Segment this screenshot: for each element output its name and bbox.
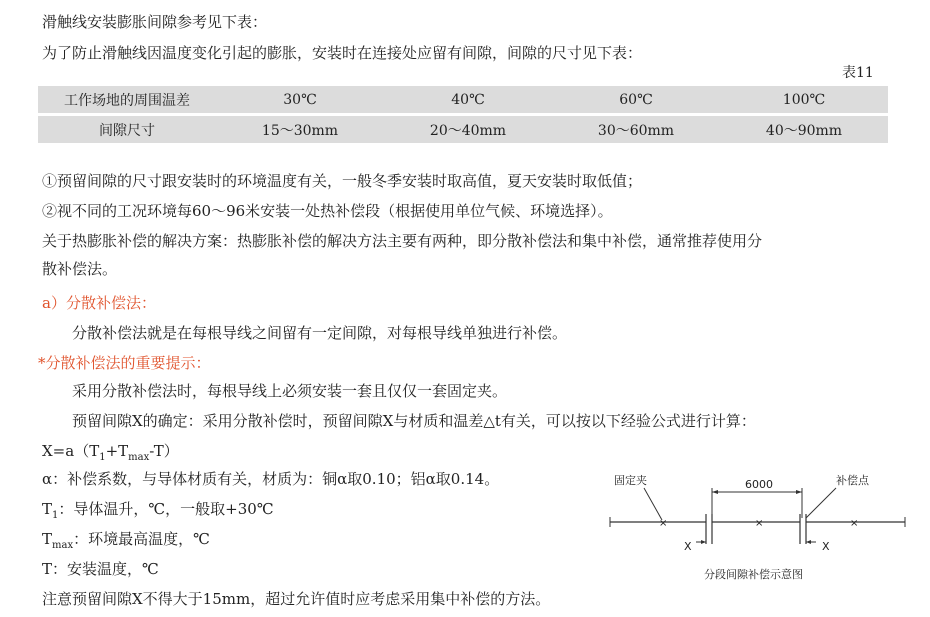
t1-sub: 1 <box>52 510 59 521</box>
table-row <box>38 115 888 145</box>
formula-prefix: X=a（T <box>42 442 100 460</box>
gap-arrow-right <box>806 540 811 544</box>
dimension-value: 6000 <box>745 478 773 491</box>
gap-label-left: X <box>684 540 692 553</box>
def-t: T：安装温度，℃ <box>42 560 159 578</box>
tmax-text: ：环境最高温度，℃ <box>73 530 210 548</box>
diagram-caption: 分段间隙补偿示意图 <box>704 568 803 581</box>
table-cell: 20～40mm <box>384 115 552 145</box>
clamp-marker: × <box>850 518 859 529</box>
clamp-leader-line <box>644 488 662 520</box>
clamp-marker: × <box>755 518 764 529</box>
gap-compensation-diagram <box>600 470 915 590</box>
gap-arrow-left <box>701 540 706 544</box>
heading: 滑触线安装膨胀间隙参考见下表： <box>42 13 268 31</box>
def-tmax <box>42 528 210 557</box>
comp-leader-line <box>806 488 836 518</box>
notice: 注意预留间隙X不得大于15mm，超过允许值时应考虑采用集中补偿的方法。 <box>42 590 551 608</box>
formula-suffix: -T） <box>149 442 179 460</box>
table-row-header: 间隙尺寸 <box>38 115 216 145</box>
note-3-line-1: 关于热膨胀补偿的解决方案：热膨胀补偿的解决方法主要有两种，即分散补偿法和集中补偿，通常推荐使用分 <box>42 232 763 250</box>
table-cell: 40℃ <box>384 86 552 115</box>
formula-sub-1: 1 <box>99 452 106 463</box>
def-alpha: α：补偿系数，与导体材质有关，材质为：铜α取0.10；铝α取0.14。 <box>42 470 500 488</box>
label-compensation-point: 补偿点 <box>836 474 869 487</box>
gap-label-right: X <box>822 540 830 553</box>
dimension-arrow-right <box>796 490 802 494</box>
table-cell: 30℃ <box>216 86 384 115</box>
t1-text: ：导体温升，℃，一般取+30℃ <box>58 500 274 518</box>
table-cell: 15～30mm <box>216 115 384 145</box>
important-p2: 预留间隙X的确定：采用分散补偿时，预留间隙X与材质和温差△t有关，可以按以下经验公式进行计算： <box>72 412 756 430</box>
def-t1 <box>42 498 274 527</box>
table-cell: 40～90mm <box>720 115 888 145</box>
section-a-body: 分散补偿法就是在每根导线之间留有一定间隙，对每根导线单独进行补偿。 <box>72 324 568 342</box>
t1-symbol: T <box>42 500 53 518</box>
table-cell: 100℃ <box>720 86 888 115</box>
clamp-marker: × <box>659 518 668 529</box>
gap-size-table <box>38 86 888 145</box>
important-p1: 采用分散补偿法时，每根导线上必须安装一套且仅仅一套固定夹。 <box>72 382 508 400</box>
table-cell: 60℃ <box>552 86 720 115</box>
intro-text: 为了防止滑触线因温度变化引起的膨胀，安装时在连接处应留有间隙，间隙的尺寸见下表： <box>42 44 643 62</box>
important-title: *分散补偿法的重要提示： <box>38 354 211 372</box>
table-label: 表11 <box>842 65 874 81</box>
label-fixed-clamp: 固定夹 <box>614 474 647 487</box>
table-cell: 30～60mm <box>552 115 720 145</box>
tmax-sub: max <box>52 540 74 551</box>
formula-mid: +T <box>105 442 129 460</box>
section-a-title: a）分散补偿法： <box>42 294 156 312</box>
note-1: ①预留间隙的尺寸跟安装时的环境温度有关，一般冬季安装时取高值，夏天安装时取低值； <box>42 172 643 190</box>
note-3-line-2: 散补偿法。 <box>42 260 118 278</box>
formula-sub-max: max <box>128 452 150 463</box>
dimension-arrow-left <box>712 490 718 494</box>
table-row-header: 工作场地的周围温差 <box>38 86 216 115</box>
tmax-symbol: T <box>42 530 53 548</box>
table-row <box>38 86 888 115</box>
note-2: ②视不同的工况环境每60～96米安装一处热补偿段（根据使用单位气候、环境选择）。 <box>42 202 613 220</box>
formula <box>42 440 179 469</box>
